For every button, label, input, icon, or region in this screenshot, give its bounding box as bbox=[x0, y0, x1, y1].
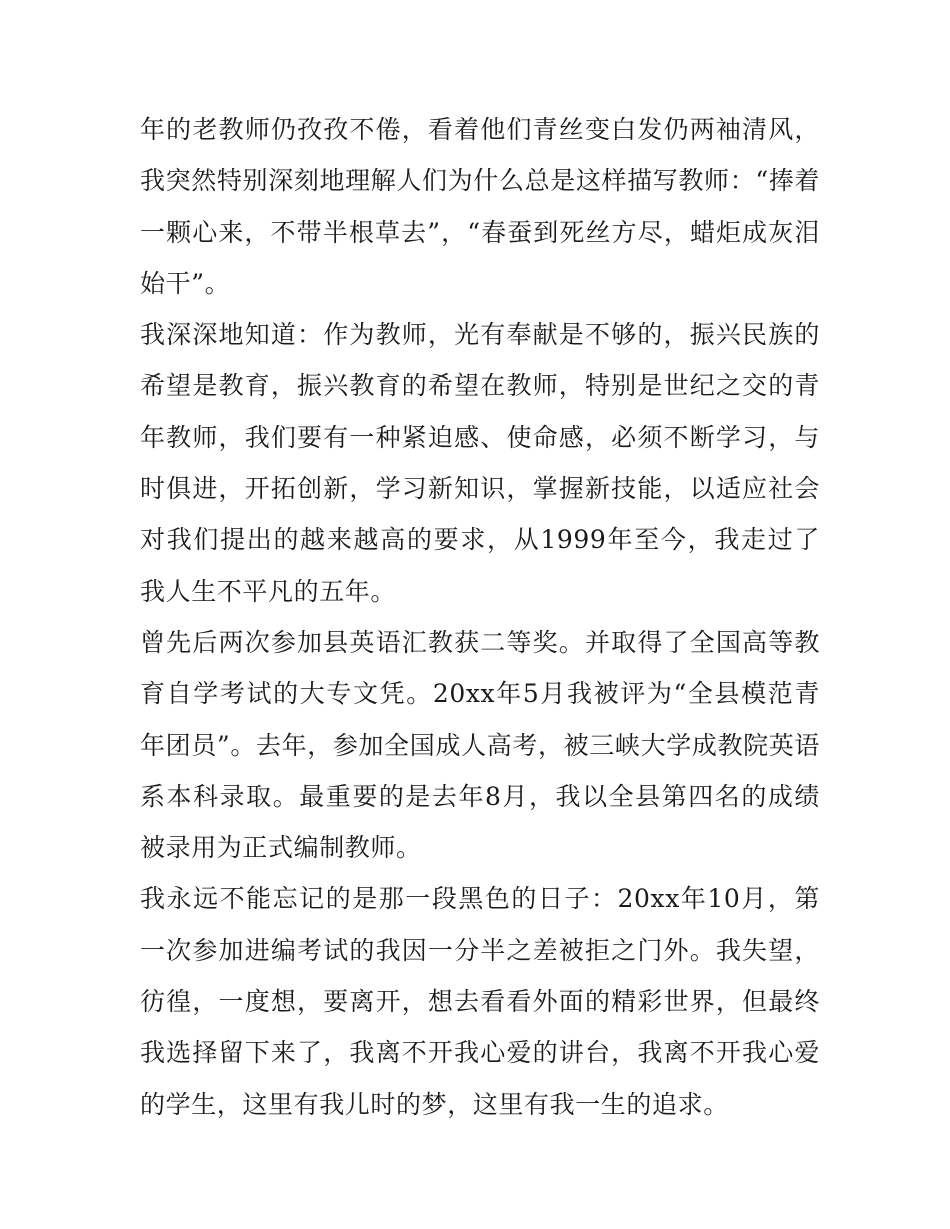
document-body bbox=[140, 104, 820, 1130]
paragraph-3: 曾先后两次参加县英语汇教获二等奖。并取得了全国高等教育自学考试的大专文凭。20xx年5月我被评为“全县模范青年团员”。去年，参加全国成人高考，被三峡大学成教院英语系本科录取。最重要的是去年8月，我以全县第四名的成绩被录用为正式编制教师。 bbox=[140, 627, 820, 863]
paragraph-1: 年的老教师仍孜孜不倦，看着他们青丝变白发仍两袖清风，我突然特别深刻地理解人们为什么总是这样描写教师：“捧着一颗心来，不带半根草去”，“春蚕到死丝方尽，蜡炬成灰泪始干”。 bbox=[140, 115, 820, 298]
paragraph-4: 我永远不能忘记的是那一段黑色的日子：20xx年10月，第一次参加进编考试的我因一分半之差被拒之门外。我失望，彷徨，一度想，要离开，想去看看外面的精彩世界，但最终我选择留下来了，我离不开我心爱的讲台，我离不开我心爱的学生，这里有我儿时的梦，这里有我一生的追求。 bbox=[140, 884, 820, 1119]
paragraph-2: 我深深地知道：作为教师，光有奉献是不够的，振兴民族的希望是教育，振兴教育的希望在教师，特别是世纪之交的青年教师，我们要有一种紧迫感、使命感，必须不断学习，与时俱进，开拓创新，学习新知识，掌握新技能，以适应社会对我们提出的越来越高的要求，从1999年至今，我走过了我人生不平凡的五年。 bbox=[140, 320, 820, 606]
